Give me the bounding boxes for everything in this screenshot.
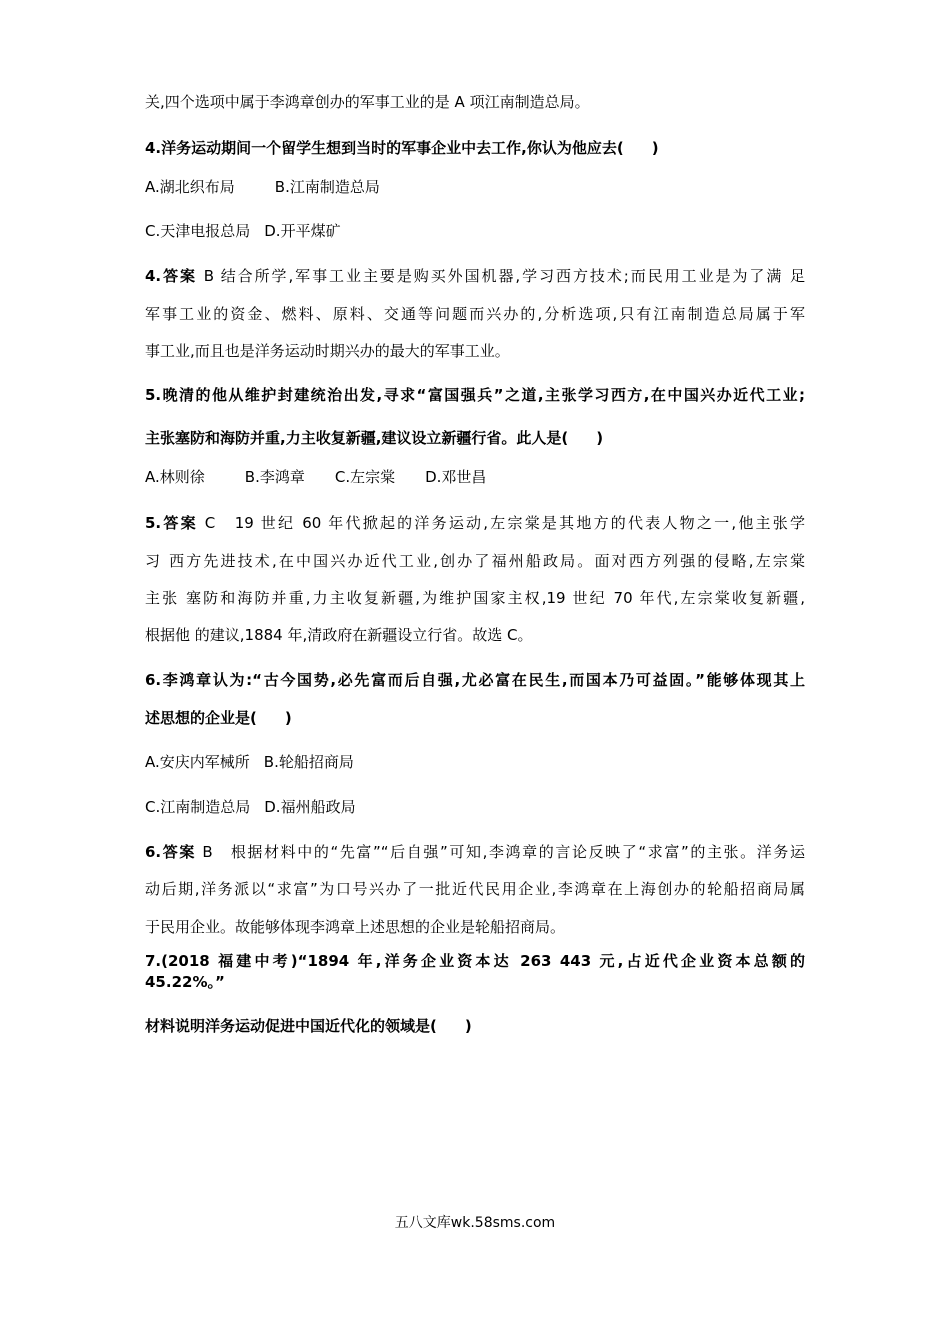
question-5-options [145, 467, 486, 487]
option-a: A.安庆内军械所 [145, 753, 250, 771]
question-7-line-2: 45.22%。” [145, 973, 225, 991]
question-7-line-3 [145, 1016, 472, 1036]
answer-text: C 19 世纪 60 年代掀起的洋务运动,左宗棠是其地方的代表人物之一,他主张学 [204, 514, 805, 532]
answer-text: B 结合所学,军事工业主要是购买外国机器,学习西方技术;而民用工业是为了满 足 [203, 267, 805, 285]
answer-5-line-2: 习 西方先进技术,在中国兴办近代工业,创办了福州船政局。面对西方列强的侵略,左宗棠 [145, 552, 805, 570]
answer-label: 5.答案 [145, 514, 198, 532]
answer-5-line-1 [145, 513, 805, 533]
question-4 [145, 138, 659, 158]
answer-6-line-1 [145, 842, 805, 862]
answer-paren: ) [596, 429, 604, 447]
answer-4-line-2: 军事工业的资金、燃料、原料、交通等问题而兴办的,分析选项,只有江南制造总局属于军 [145, 305, 805, 323]
question-text: 主张塞防和海防并重,力主收复新疆,建议设立新疆行省。此人是( [145, 429, 569, 447]
page-footer: 五八文库wk.58sms.com [394, 1215, 556, 1231]
answer-4-line-3: 事工业,而且也是洋务运动时期兴办的最大的军事工业。 [145, 342, 510, 360]
option-c: C.天津电报总局 [145, 222, 251, 240]
question-text: 述思想的企业是( [145, 709, 257, 727]
question-6-line-2 [145, 708, 292, 728]
option-c: C.江南制造总局 [145, 798, 251, 816]
answer-5-line-4: 根据他 的建议,1884 年,清政府在新疆设立行省。故选 C。 [145, 626, 533, 644]
option-d: D.邓世昌 [425, 468, 487, 486]
answer-4-line-1 [145, 266, 805, 286]
answer-6-line-3: 于民用企业。故能够体现李鸿章上述思想的企业是轮船招商局。 [145, 918, 566, 936]
answer-paren: ) [651, 139, 659, 157]
option-a: A.林则徐 [145, 468, 205, 486]
question-5-line-1: 5.晚清的他从维护封建统治出发,寻求“富国强兵”之道,主张学习西方,在中国兴办近代工业; [145, 386, 805, 404]
answer-label: 6.答案 [145, 843, 196, 861]
option-b: B.轮船招商局 [263, 753, 354, 771]
question-4-options-1 [145, 177, 380, 197]
question-6-line-1: 6.李鸿章认为:“古今国势,必先富而后自强,尤必富在民生,而国本乃可益固。”能够体现其上 [145, 671, 805, 689]
question-5-line-2 [145, 428, 603, 448]
question-4-options-2 [145, 221, 341, 241]
text-line: 关,四个选项中属于李鸿章创办的军事工业的是 A 项江南制造总局。 [145, 93, 590, 111]
answer-label: 4.答案 [145, 267, 197, 285]
answer-paren: ) [464, 1017, 472, 1035]
question-text: 材料说明洋务运动促进中国近代化的领域是( [145, 1017, 437, 1035]
option-b: B.江南制造总局 [274, 178, 380, 196]
option-d: D.福州船政局 [264, 798, 356, 816]
answer-paren: ) [284, 709, 292, 727]
option-a: A.湖北织布局 [145, 178, 235, 196]
option-b: B.李鸿章 [244, 468, 305, 486]
question-6-options-1 [145, 752, 354, 772]
answer-5-line-3: 主张 塞防和海防并重,力主收复新疆,为维护国家主权,19 世纪 70 年代,左宗棠收复新疆, [145, 589, 805, 607]
option-c: C.左宗棠 [334, 468, 396, 486]
option-d: D.开平煤矿 [264, 222, 341, 240]
answer-text: B 根据材料中的“先富”“后自强”可知,李鸿章的言论反映了“求富”的主张。洋务运 [202, 843, 805, 861]
question-7-line-1: 7.(2018 福建中考)“1894 年,洋务企业资本达 263 443 元,占近代企业资本总额的 [145, 952, 805, 970]
question-6-options-2 [145, 797, 356, 817]
question-text: 4.洋务运动期间一个留学生想到当时的军事企业中去工作,你认为他应去( [145, 139, 624, 157]
answer-6-line-2: 动后期,洋务派以“求富”为口号兴办了一批近代民用企业,李鸿章在上海创办的轮船招商局属 [145, 880, 805, 898]
